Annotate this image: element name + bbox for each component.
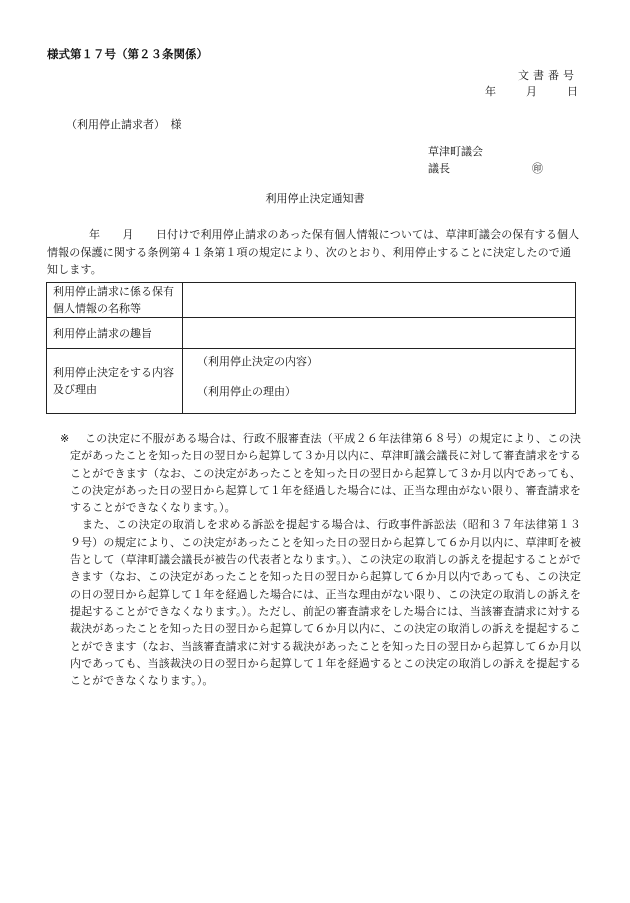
row-value-request-purpose xyxy=(183,318,576,349)
addressee: （利用停止請求者） 様 xyxy=(66,118,182,131)
note-paragraph-appeal: この決定に不服がある場合は、行政不服審査法（平成２６年法律第６８号）の規定により、この決定があったことを知った日の翌日から起算して３か月以内に、草津町議会議長に対して審査請求をすることができます（なお、この決定があったことを知った日の翌日から起算して３か月以内であっても、この決定があった日の翌日から起算して１年を経過した場合には、正当な理由がない限り、審査請求をすることができなくなります。）。 xyxy=(70,432,581,515)
date-month-label: 月 xyxy=(526,85,537,98)
note-mark: ※ xyxy=(60,432,70,445)
row-label-decision-reason: 利用停止決定をする内容及び理由 xyxy=(47,349,183,414)
notes-section xyxy=(60,430,581,689)
table-row xyxy=(47,349,576,414)
row-value-info-name xyxy=(183,283,576,318)
row-value-decision-reason xyxy=(183,349,576,414)
document-title: 利用停止決定通知書 xyxy=(265,192,365,205)
decision-reason-label: （利用停止の理由） xyxy=(197,385,296,398)
row-label-request-purpose: 利用停止請求の趣旨 xyxy=(47,318,183,349)
document-number-label: 文書番号 xyxy=(518,69,578,82)
note-paragraph-lawsuit: また、この決定の取消しを求める訴訟を提起する場合は、行政事件訴訟法（昭和３７年法律第１３９号）の規定により、この決定があったことを知った日の翌日から起算して６か月以内に、草津町を被告として（草津町議会議長が被告の代表者となります。）、この決定の取消しの訴えを提起することができます（なお、この決定があったことを知った日の翌日から起算して６か月以内であっても、この決定の日の翌日から起算して１年を経過した場合には、正当な理由がない限り、この決定の取消しの訴えを提起することができなくなります。）。ただし、前記の審査請求をした場合には、当該審査請求に対する裁決があったことを知った日の翌日から起算して６か月以内に、この決定の取消しの訴えを提起することができます（なお、当該審査請求に対する裁決があったことを知った日の翌日から起算して６か月以内であっても、当該裁決の日の翌日から起算して１年を経過するとこの決定の取消しの訴えを提起することができなくなります。）。 xyxy=(70,518,581,688)
intro-paragraph: 年 月 日付けで利用停止請求のあった保有個人情報については、草津町議会の保有する個人情報の保護に関する条例第４１条第１項の規定により、次のとおり、利用停止することに決定したので通知します。 xyxy=(47,228,580,276)
row-label-info-name: 利用停止請求に係る保有個人情報の名称等 xyxy=(47,283,183,318)
form-number: 様式第１７号（第２３条関係） xyxy=(47,47,208,61)
date-year-label: 年 xyxy=(485,85,496,98)
date-line xyxy=(485,83,578,99)
issuer-organization: 草津町議会 xyxy=(428,145,483,158)
date-day-label: 日 xyxy=(567,85,578,98)
table-row xyxy=(47,283,576,318)
seal-mark: ㊞ xyxy=(532,162,543,175)
decision-content-label: （利用停止決定の内容） xyxy=(197,355,318,368)
issuer-title: 議長 xyxy=(428,162,450,175)
decision-table xyxy=(46,282,576,414)
table-row xyxy=(47,318,576,349)
